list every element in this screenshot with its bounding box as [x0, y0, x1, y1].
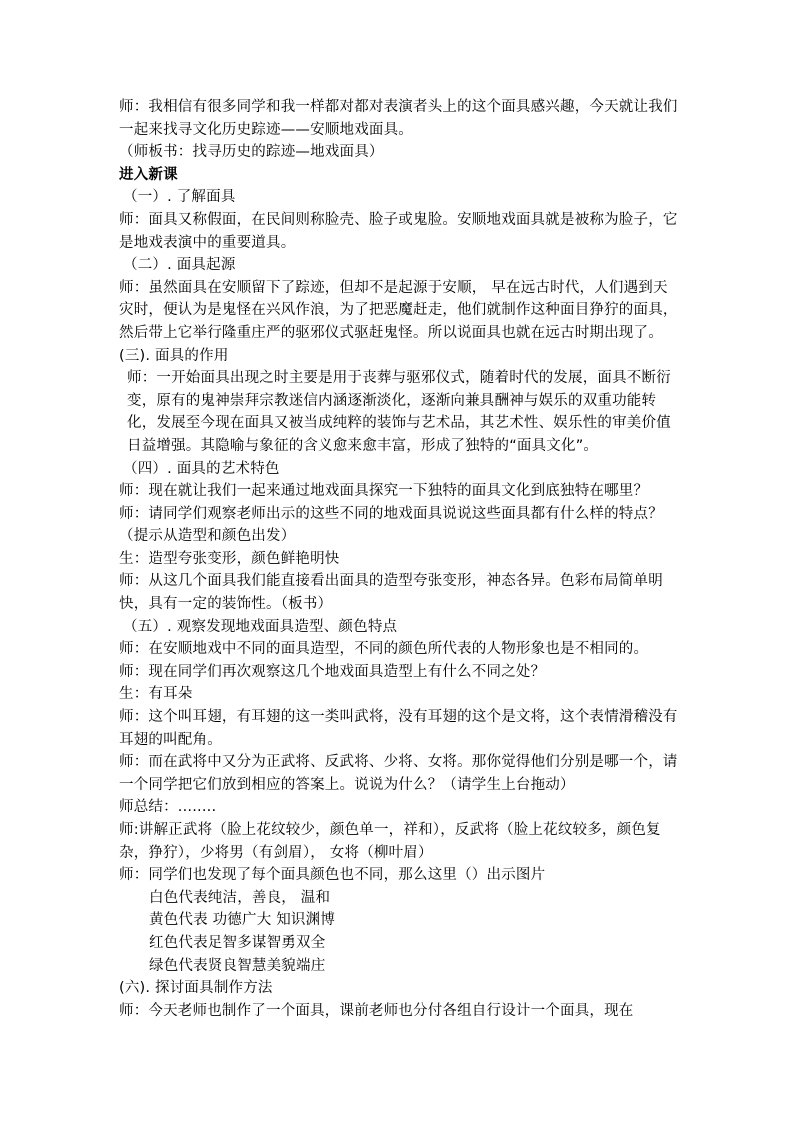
paragraph-board-note: （师板书：找寻历史的踪迹—地戏面具）	[119, 144, 384, 161]
paragraph-shapes-colors: 师：在安顺地戏中不同的面具造型，不同的颜色所代表的人物形象也是不相同的。	[119, 641, 649, 658]
paragraph-explore: 师：现在就让我们一起来通过地戏面具探究一下独特的面具文化到底独特在哪里？	[119, 483, 649, 500]
paragraph-making-method: 师：今天老师也制作了一个面具，课前老师也分付各组自行设计一个面具，现在	[119, 1002, 634, 1019]
subsection-heading-6: (六). 探讨面具制作方法	[119, 980, 273, 997]
subsection-heading-4: （四）. 面具的艺术特色	[123, 460, 280, 477]
paragraph-colors-intro: 师：同学们也发现了每个面具颜色也不同，那么这里（）出示图片	[119, 867, 546, 884]
paragraph-teacher-conclusion: 师总结：........	[119, 799, 217, 816]
paragraph-general-types: 师：而在武将中又分为正武将、反武将、少将、女将。那你觉得他们分别是哪一个，请一个同学把它们放到相应的答案上。说说为什么？（请学生上台拖动）	[119, 754, 678, 793]
document-body	[119, 96, 679, 1022]
section-heading-new-lesson: 进入新课	[119, 166, 178, 183]
paragraph-explain-generals: 师:讲解正武将（脸上花纹较少，颜色单一，祥和），反武将（脸上花纹较多，颜色复杂，狰狞），少将男（有剑眉）， 女将（柳叶眉）	[119, 822, 661, 861]
paragraph-mask-function: 师：一开始面具出现之时主要是用于丧葬与驱邪仪式，随着时代的发展，面具不断衍变，原有的鬼神崇拜宗教迷信内涵逐渐淡化，逐渐向兼具酬神与娱乐的双重功能转化，发展至今现在面具又被当成纯粹的装饰与艺术品，其艺术性、娱乐性的审美价值日益增强。其隐喻与象征的含义愈来愈丰富，形成了独特的“面具文化”。	[127, 370, 671, 454]
paragraph-observe: 师：请同学们观察老师出示的这些不同的地戏面具说说这些面具都有什么样的特点？（提示从造型和颜色出发）	[119, 505, 663, 545]
list-item-red: 红色代表足智多谋智勇双全	[149, 934, 326, 951]
paragraph-teacher-summary-1: 师：从这几个面具我们能直接看出面具的造型夸张变形，神态各异。色彩布局简单明快，具有一定的装饰性。（板书）	[119, 573, 663, 613]
subsection-heading-1: （一）. 了解面具	[123, 189, 236, 206]
paragraph-intro: 师：我相信有很多同学和我一样都对都对表演者头上的这个面具感兴趣，今天就让我们一起来找寻文化历史踪迹——安顺地戏面具。	[119, 99, 678, 138]
paragraph-observe-again: 师：现在同学们再次观察这几个地戏面具造型上有什么不同之处？	[119, 663, 546, 680]
subsection-heading-5: （五）. 观察发现地戏面具造型、颜色特点	[123, 618, 398, 635]
list-item-white: 白色代表纯洁，善良， 温和	[149, 889, 331, 906]
list-item-green: 绿色代表贤良智慧美貌端庄	[149, 957, 326, 974]
paragraph-mask-origin: 师：虽然面具在安顺留下了踪迹，但却不是起源于安顺， 早在远古时代，人们遇到天灾时，便认为是鬼怪在兴风作浪，为了把恶魔赶走，他们就制作这种面目狰狞的面具，然后带上它举行隆重庄严的驱邪仪式驱赶鬼怪。所以说面具也就在远古时期出现了。	[119, 279, 678, 341]
paragraph-ear-wings: 师：这个叫耳翅，有耳翅的这一类叫武将，没有耳翅的这个是文将，这个表情滑稽没有耳翅的叫配角。	[119, 709, 678, 748]
paragraph-student-answer-1: 生：造型夸张变形，颜色鲜艳明快	[119, 550, 340, 567]
subsection-heading-2: （二）. 面具起源	[123, 257, 236, 274]
paragraph-student-answer-2: 生：有耳朵	[119, 686, 193, 703]
subsection-heading-3: (三). 面具的作用	[119, 347, 229, 364]
paragraph-understand-mask: 师：面具又称假面，在民间则称脸壳、脸子或鬼脸。安顺地戏面具就是被称为脸子，它是地戏表演中的重要道具。	[119, 211, 678, 251]
list-item-yellow: 黄色代表 功德广大 知识渊博	[149, 912, 336, 929]
